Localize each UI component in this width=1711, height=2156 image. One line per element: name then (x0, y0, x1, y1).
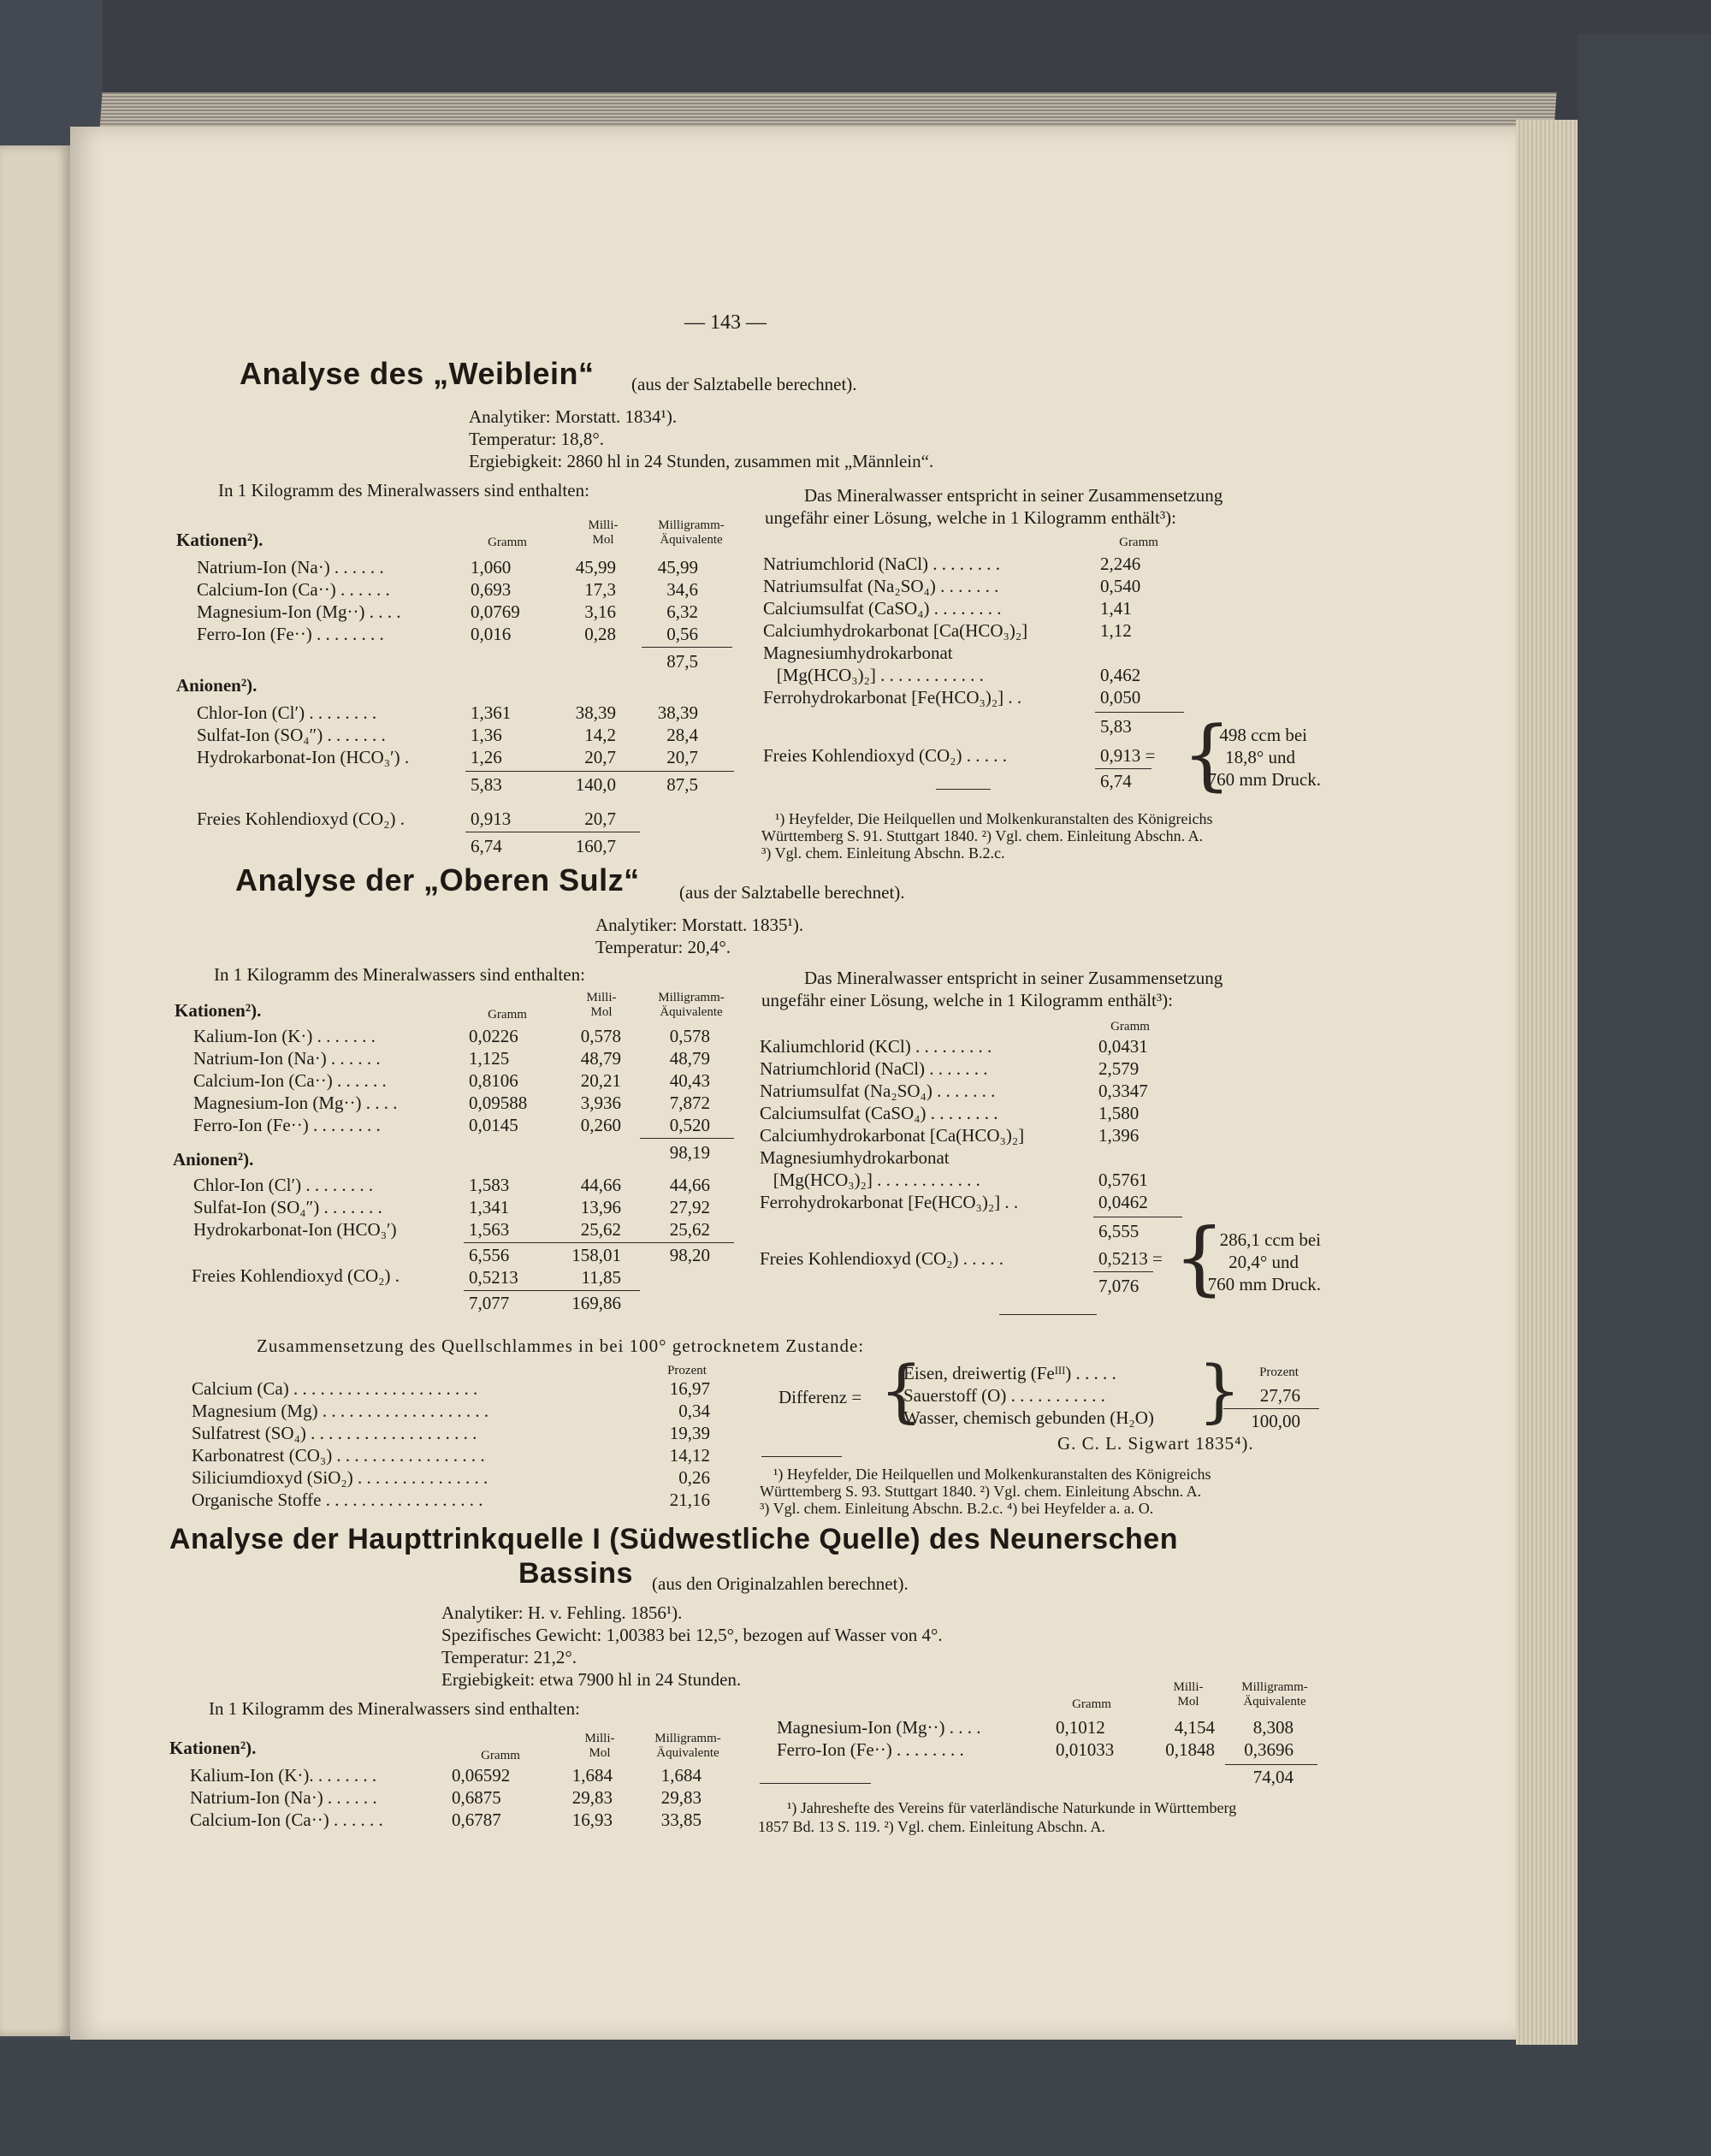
brace-line: 760 mm Druck. (1207, 1274, 1321, 1294)
substance-value: 16,97 (669, 1378, 710, 1399)
weiblein-analyst: Analytiker: Morstatt. 1834¹). (469, 406, 678, 427)
haupttrinkquelle-col-aequivalente: Milligramm- Äquivalente (654, 1732, 721, 1760)
ion-millimol: 0,1848 (1165, 1739, 1215, 1760)
substance-value: 14,12 (669, 1445, 710, 1466)
rule (761, 1456, 842, 1457)
brace-line: 498 ccm bei (1219, 725, 1307, 745)
obere-sulz-col-aequivalente: Milligramm- Äquivalente (658, 991, 725, 1019)
weiblein-footnote-1: ¹) Heyfelder, Die Heilquellen und Molkenkuranstalten des Königreichs (775, 810, 1213, 827)
ion-aequivalente: 44,66 (669, 1175, 710, 1195)
haupttrinkquelle-col-gramm: Gramm (481, 1749, 520, 1762)
haupttrinkquelle-col-millimol: Milli- Mol (584, 1732, 615, 1760)
sum-millimol: 140,0 (575, 774, 616, 795)
ion-name: Sulfat-Ion (SO₄″) . . . . . . . (197, 725, 386, 745)
brace-line: 286,1 ccm bei (1219, 1229, 1321, 1250)
substance-value: 0,34 (678, 1401, 710, 1421)
salt-co2-name: Freies Kohlendioxyd (CO₂) . . . . . (760, 1248, 1004, 1269)
differenz-value: 27,76 (1259, 1385, 1300, 1406)
ion-gramm: 0,6875 (452, 1787, 501, 1808)
ion-aequivalente: 7,872 (669, 1093, 710, 1113)
ion-millimol: 1,684 (571, 1765, 613, 1786)
salt-gramm: 1,396 (1098, 1125, 1140, 1146)
substance-name: Organische Stoffe . . . . . . . . . . . . . . . . . . (192, 1490, 483, 1510)
weiblein-footnote-2: Württemberg S. 91. Stuttgart 1840. ²) Vgl. chem. Einleitung Abschn. A. (761, 827, 1204, 844)
ion-gramm: 0,0226 (469, 1026, 518, 1046)
salt-name: Calciumhydrokarbonat [Ca(HCO₃)₂] (763, 620, 1028, 641)
weiblein-kationen-sum: 87,5 (666, 651, 698, 672)
ion-millimol: 14,2 (584, 725, 616, 745)
sum-millimol: 158,01 (571, 1245, 621, 1265)
salt-gramm: 2,579 (1098, 1058, 1140, 1079)
ion-name: Calcium-Ion (Ca··) . . . . . . (193, 1070, 387, 1091)
total-millimol: 160,7 (575, 836, 616, 856)
ion-name: Calcium-Ion (Ca··) . . . . . . (197, 579, 390, 600)
differenz-label: Differenz = (779, 1387, 862, 1407)
substance-name: Calcium (Ca) . . . . . . . . . . . . . . . . . . . . . (192, 1378, 478, 1399)
obere-sulz-col-gramm: Gramm (488, 1008, 527, 1022)
brace-icon: { (1182, 710, 1232, 800)
salt-gramm: 0,050 (1100, 687, 1141, 708)
ion-aequivalente: 0,578 (669, 1026, 710, 1046)
rule (464, 1242, 734, 1243)
page-stack-right (1516, 120, 1578, 2045)
co2-gramm: 0,913 (471, 808, 512, 829)
ion-millimol: 48,79 (580, 1048, 621, 1069)
salt-name: Natriumsulfat (Na₂SO₄) . . . . . . . (763, 576, 999, 596)
ion-aequivalente: 1,684 (660, 1765, 702, 1786)
haupttrinkquelle-temperature: Temperatur: 21,2°. (441, 1647, 577, 1667)
quellschlamm-total: 100,00 (1251, 1411, 1300, 1431)
book-cover-right (1578, 34, 1711, 2156)
ion-gramm: 0,693 (471, 579, 512, 600)
quellschlamm-author: G. C. L. Sigwart 1835⁴). (1057, 1433, 1254, 1454)
ion-name: Ferro-Ion (Fe··) . . . . . . . . (777, 1739, 964, 1760)
rule (1095, 768, 1152, 769)
substance-name: Magnesium (Mg) . . . . . . . . . . . . . . . . . . . (192, 1401, 489, 1421)
salt-co2-gramm: 0,5213 = (1098, 1248, 1163, 1269)
obere-sulz-kationen-sum: 98,19 (669, 1142, 710, 1163)
ion-gramm: 1,583 (469, 1175, 510, 1195)
salt-name: [Mg(HCO₃)₂] . . . . . . . . . . . . (760, 1170, 980, 1190)
ion-aequivalente: 6,32 (666, 601, 698, 622)
brace-open-icon: { (879, 1351, 923, 1430)
ion-aequivalente: 25,62 (669, 1219, 710, 1240)
salt-co2-gramm: 0,913 = (1100, 745, 1156, 766)
salt-name: Ferrohydrokarbonat [Fe(HCO₃)₂] . . (760, 1192, 1019, 1212)
ion-millimol: 4,154 (1174, 1717, 1215, 1738)
quellschlamm-footnote-1: ¹) Heyfelder, Die Heilquellen und Molkenkuranstalten des Königreichs (773, 1466, 1211, 1483)
ion-name: Calcium-Ion (Ca··) . . . . . . (190, 1810, 383, 1830)
differenz-line: Sauerstoff (O) . . . . . . . . . . . (903, 1385, 1105, 1406)
ion-gramm: 1,26 (471, 747, 502, 767)
salt-name: Natriumsulfat (Na₂SO₄) . . . . . . . (760, 1081, 996, 1101)
salt-gramm: 0,0431 (1098, 1036, 1148, 1057)
weiblein-col-aequivalente: Milligramm- Äquivalente (658, 518, 725, 547)
rule (640, 1138, 734, 1139)
haupttrinkquelle-right-col-gramm: Gramm (1072, 1697, 1111, 1711)
ion-name: Ferro-Ion (Fe··) . . . . . . . . (193, 1115, 381, 1135)
ion-name: Ferro-Ion (Fe··) . . . . . . . . (197, 624, 384, 644)
salt-gramm: 1,41 (1100, 598, 1132, 619)
salt-sum: 6,555 (1098, 1221, 1140, 1241)
ion-gramm: 0,8106 (469, 1070, 518, 1091)
page-stack-top (99, 92, 1556, 130)
quellschlamm-prozent: Prozent (667, 1364, 707, 1377)
salt-name: Calciumhydrokarbonat [Ca(HCO₃)₂] (760, 1125, 1025, 1146)
ion-aequivalente: 45,99 (657, 557, 698, 578)
ion-aequivalente: 29,83 (660, 1787, 702, 1808)
quellschlamm-footnote-2: Württemberg S. 93. Stuttgart 1840. ²) Vgl. chem. Einleitung Abschn. A. (760, 1483, 1202, 1500)
ion-aequivalente: 27,92 (669, 1197, 710, 1217)
ion-name: Magnesium-Ion (Mg··) . . . . (197, 601, 401, 622)
haupttrinkquelle-title: Analyse der Haupttrinkquelle I (Südwestliche Quelle) des Neunerschen (169, 1523, 1178, 1555)
ion-aequivalente: 40,43 (669, 1070, 710, 1091)
substance-name: Karbonatrest (CO₃) . . . . . . . . . . . . . . . . . (192, 1445, 485, 1466)
ion-name: Hydrokarbonat-Ion (HCO₃′) (193, 1219, 397, 1240)
weiblein-yield: Ergiebigkeit: 2860 hl in 24 Stunden, zusammen mit „Männlein“. (469, 451, 934, 471)
ion-gramm: 0,016 (471, 624, 512, 644)
salt-gramm: 0,462 (1100, 665, 1141, 685)
salt-name: Ferrohydrokarbonat [Fe(HCO₃)₂] . . (763, 687, 1022, 708)
obere-sulz-kationen-label: Kationen²). (175, 1000, 262, 1021)
ion-gramm: 1,125 (469, 1048, 510, 1069)
ion-name: Natrium-Ion (Na·) . . . . . . (193, 1048, 381, 1069)
ion-gramm: 1,361 (471, 702, 512, 723)
ion-aequivalente: 20,7 (666, 747, 698, 767)
haupttrinkquelle-title-note: (aus den Originalzahlen berechnet). (652, 1573, 909, 1594)
co2-gramm: 0,5213 (469, 1267, 518, 1288)
obere-sulz-intro: In 1 Kilogramm des Mineralwassers sind enthalten: (214, 964, 585, 985)
salt-name: Natriumchlorid (NaCl) . . . . . . . . (763, 554, 1001, 574)
substance-value: 21,16 (669, 1490, 710, 1510)
salt-total: 7,076 (1098, 1276, 1140, 1296)
ion-millimol: 45,99 (575, 557, 616, 578)
haupttrinkquelle-intro: In 1 Kilogramm des Mineralwassers sind enthalten: (209, 1698, 580, 1719)
ion-aequivalente: 8,308 (1252, 1717, 1294, 1738)
salt-name: Kaliumchlorid (KCl) . . . . . . . . . (760, 1036, 992, 1057)
ion-millimol: 0,578 (580, 1026, 621, 1046)
haupttrinkquelle-kationen-sum: 74,04 (1252, 1767, 1294, 1787)
sum-aequivalente: 98,20 (669, 1245, 710, 1265)
ion-gramm: 0,09588 (469, 1093, 528, 1113)
salt-gramm: 0,5761 (1098, 1170, 1148, 1190)
sum-gramm: 6,556 (469, 1245, 510, 1265)
weiblein-temperature: Temperatur: 18,8°. (469, 429, 604, 449)
obere-sulz-right-gramm: Gramm (1110, 1020, 1150, 1034)
haupttrinkquelle-title-2: Bassins (518, 1557, 633, 1590)
differenz-prozent: Prozent (1259, 1365, 1299, 1379)
obere-sulz-title: Analyse der „Oberen Sulz“ (235, 862, 640, 897)
ion-millimol: 20,7 (584, 747, 616, 767)
sum-aequivalente: 87,5 (666, 774, 698, 795)
ion-name: Sulfat-Ion (SO₄″) . . . . . . . (193, 1197, 382, 1217)
haupttrinkquelle-footnote-2: 1857 Bd. 13 S. 119. ²) Vgl. chem. Einleitung Abschn. A. (758, 1818, 1105, 1835)
co2-name: Freies Kohlendioxyd (CO₂) . (197, 808, 405, 829)
haupttrinkquelle-gewicht: Spezifisches Gewicht: 1,00383 bei 12,5°, bezogen auf Wasser von 4°. (441, 1625, 943, 1645)
weiblein-footnote-3: ³) Vgl. chem. Einleitung Abschn. B.2.c. (761, 844, 1005, 862)
weiblein-right-gramm: Gramm (1119, 536, 1158, 549)
ion-gramm: 0,0145 (469, 1115, 518, 1135)
ion-aequivalente: 0,56 (666, 624, 698, 644)
ion-aequivalente: 34,6 (666, 579, 698, 600)
obere-sulz-temperature: Temperatur: 20,4°. (595, 937, 731, 957)
ion-millimol: 3,16 (584, 601, 616, 622)
weiblein-col-millimol: Milli- Mol (588, 518, 619, 547)
differenz-line: Eisen, dreiwertig (Feᴵᴵᴵ) . . . . . (903, 1363, 1116, 1383)
salt-name: [Mg(HCO₃)₂] . . . . . . . . . . . . (763, 665, 984, 685)
salt-name: Calciumsulfat (CaSO₄) . . . . . . . . (760, 1103, 998, 1123)
salt-gramm: 0,3347 (1098, 1081, 1148, 1101)
salt-gramm: 1,580 (1098, 1103, 1140, 1123)
co2-name: Freies Kohlendioxyd (CO₂) . (192, 1265, 400, 1286)
substance-name: Sulfatrest (SO₄) . . . . . . . . . . . . . . . . . . . (192, 1423, 477, 1443)
ion-name: Natrium-Ion (Na·) . . . . . . (197, 557, 384, 578)
ion-millimol: 16,93 (571, 1810, 613, 1830)
ion-millimol: 25,62 (580, 1219, 621, 1240)
haupttrinkquelle-right-col-aequivalente: Milligramm- Äquivalente (1241, 1680, 1308, 1709)
rule (465, 771, 734, 772)
ion-aequivalente: 38,39 (657, 702, 698, 723)
rule (1093, 1271, 1153, 1272)
ion-name: Kalium-Ion (K·) . . . . . . . (193, 1026, 376, 1046)
obere-sulz-col-millimol: Milli- Mol (586, 991, 617, 1019)
total-millimol: 169,86 (571, 1293, 621, 1313)
rule (1223, 1408, 1319, 1409)
rule (936, 789, 991, 790)
ion-millimol: 17,3 (584, 579, 616, 600)
salt-total: 6,74 (1100, 771, 1132, 791)
co2-millimol: 11,85 (581, 1267, 621, 1288)
ion-name: Chlor-Ion (Cl′) . . . . . . . . (197, 702, 377, 723)
weiblein-title-note: (aus der Salztabelle berechnet). (631, 374, 857, 394)
rule (999, 1314, 1097, 1315)
weiblein-right-intro-1: Das Mineralwasser entspricht in seiner Zusammensetzung (804, 485, 1223, 506)
rule (464, 1290, 640, 1291)
weiblein-title: Analyse des „Weiblein“ (240, 356, 595, 391)
salt-name: Natriumchlorid (NaCl) . . . . . . . (760, 1058, 988, 1079)
total-gramm: 7,077 (469, 1293, 510, 1313)
salt-name: Calciumsulfat (CaSO₄) . . . . . . . . (763, 598, 1002, 619)
ion-aequivalente: 28,4 (666, 725, 698, 745)
obere-sulz-right-intro-2: ungefähr einer Lösung, welche in 1 Kilogramm enthält³): (761, 990, 1173, 1010)
book-cover-bottom (0, 2040, 1711, 2156)
substance-name: Siliciumdioxyd (SiO₂) . . . . . . . . . . . . . . . (192, 1467, 488, 1488)
ion-gramm: 0,06592 (452, 1765, 511, 1786)
quellschlamm-footnote-3: ³) Vgl. chem. Einleitung Abschn. B.2.c. ⁴) bei Heyfelder a. a. O. (760, 1500, 1154, 1517)
weiblein-anionen-label: Anionen²). (176, 675, 258, 696)
differenz-line: Wasser, chemisch gebunden (H₂O) (903, 1407, 1154, 1428)
ion-gramm: 0,0769 (471, 601, 520, 622)
ion-name: Hydrokarbonat-Ion (HCO₃′) . (197, 747, 410, 767)
total-gramm: 6,74 (471, 836, 502, 856)
salt-gramm: 1,12 (1100, 620, 1132, 641)
substance-value: 0,26 (678, 1467, 710, 1488)
salt-gramm: 2,246 (1100, 554, 1141, 574)
haupttrinkquelle-analyst: Analytiker: H. v. Fehling. 1856¹). (441, 1602, 683, 1623)
weiblein-kationen-label: Kationen²). (176, 530, 263, 550)
ion-gramm: 0,1012 (1056, 1717, 1105, 1738)
ion-gramm: 1,36 (471, 725, 502, 745)
co2-millimol: 20,7 (584, 808, 616, 829)
weiblein-right-intro-2: ungefähr einer Lösung, welche in 1 Kilogramm enthält³): (765, 507, 1176, 528)
salt-co2-name: Freies Kohlendioxyd (CO₂) . . . . . (763, 745, 1007, 766)
ion-millimol: 13,96 (580, 1197, 621, 1217)
haupttrinkquelle-right-col-millimol: Milli- Mol (1173, 1680, 1204, 1709)
ion-gramm: 0,01033 (1056, 1739, 1115, 1760)
ion-gramm: 1,563 (469, 1219, 510, 1240)
brace-icon: { (1174, 1211, 1225, 1305)
page-number: — 143 — (684, 311, 767, 334)
ion-name: Magnesium-Ion (Mg··) . . . . (193, 1093, 398, 1113)
ion-millimol: 3,936 (580, 1093, 621, 1113)
obere-sulz-anionen-label: Anionen²). (173, 1149, 254, 1170)
rule (642, 647, 732, 648)
obere-sulz-title-note: (aus der Salztabelle berechnet). (679, 882, 905, 903)
ion-aequivalente: 33,85 (660, 1810, 702, 1830)
ion-gramm: 0,6787 (452, 1810, 501, 1830)
ion-name: Magnesium-Ion (Mg··) . . . . (777, 1717, 981, 1738)
salt-gramm: 0,540 (1100, 576, 1141, 596)
weiblein-intro: In 1 Kilogramm des Mineralwassers sind enthalten: (218, 480, 589, 500)
salt-gramm: 0,0462 (1098, 1192, 1148, 1212)
ion-millimol: 29,83 (571, 1787, 613, 1808)
ion-millimol: 0,260 (580, 1115, 621, 1135)
weiblein-col-gramm: Gramm (488, 536, 527, 549)
ion-aequivalente: 0,520 (669, 1115, 710, 1135)
ion-gramm: 1,060 (471, 557, 512, 578)
obere-sulz-analyst: Analytiker: Morstatt. 1835¹). (595, 915, 804, 935)
ion-millimol: 0,28 (584, 624, 616, 644)
rule (1095, 712, 1184, 713)
ion-name: Kalium-Ion (K·). . . . . . . . (190, 1765, 377, 1786)
brace-close-icon: } (1198, 1351, 1241, 1430)
brace-line: 18,8° und (1225, 747, 1295, 767)
ion-name: Natrium-Ion (Na·) . . . . . . (190, 1787, 377, 1808)
ion-aequivalente: 48,79 (669, 1048, 710, 1069)
sum-gramm: 5,83 (471, 774, 502, 795)
haupttrinkquelle-yield: Ergiebigkeit: etwa 7900 hl in 24 Stunden. (441, 1669, 742, 1690)
substance-value: 19,39 (669, 1423, 710, 1443)
ion-millimol: 20,21 (580, 1070, 621, 1091)
salt-name: Magnesiumhydrokarbonat (760, 1147, 950, 1168)
haupttrinkquelle-footnote-1: ¹) Jahreshefte des Vereins für vaterländische Naturkunde in Württemberg (787, 1799, 1237, 1816)
obere-sulz-right-intro-1: Das Mineralwasser entspricht in seiner Zusammensetzung (804, 968, 1223, 988)
quellschlamm-heading: Zusammensetzung des Quellschlammes in bei 100° getrocknetem Zustande: (257, 1336, 865, 1356)
left-page-edge (0, 145, 70, 2036)
ion-aequivalente: 0,3696 (1244, 1739, 1294, 1760)
ion-name: Chlor-Ion (Cl′) . . . . . . . . (193, 1175, 374, 1195)
ion-millimol: 44,66 (580, 1175, 621, 1195)
salt-name: Magnesiumhydrokarbonat (763, 643, 953, 663)
ion-millimol: 38,39 (575, 702, 616, 723)
salt-sum: 5,83 (1100, 716, 1132, 737)
brace-line: 20,4° und (1228, 1252, 1299, 1272)
haupttrinkquelle-kationen-label: Kationen²). (169, 1738, 257, 1758)
ion-gramm: 1,341 (469, 1197, 510, 1217)
rule (1225, 1764, 1317, 1765)
brace-line: 760 mm Druck. (1207, 769, 1321, 790)
rule (760, 1783, 871, 1784)
